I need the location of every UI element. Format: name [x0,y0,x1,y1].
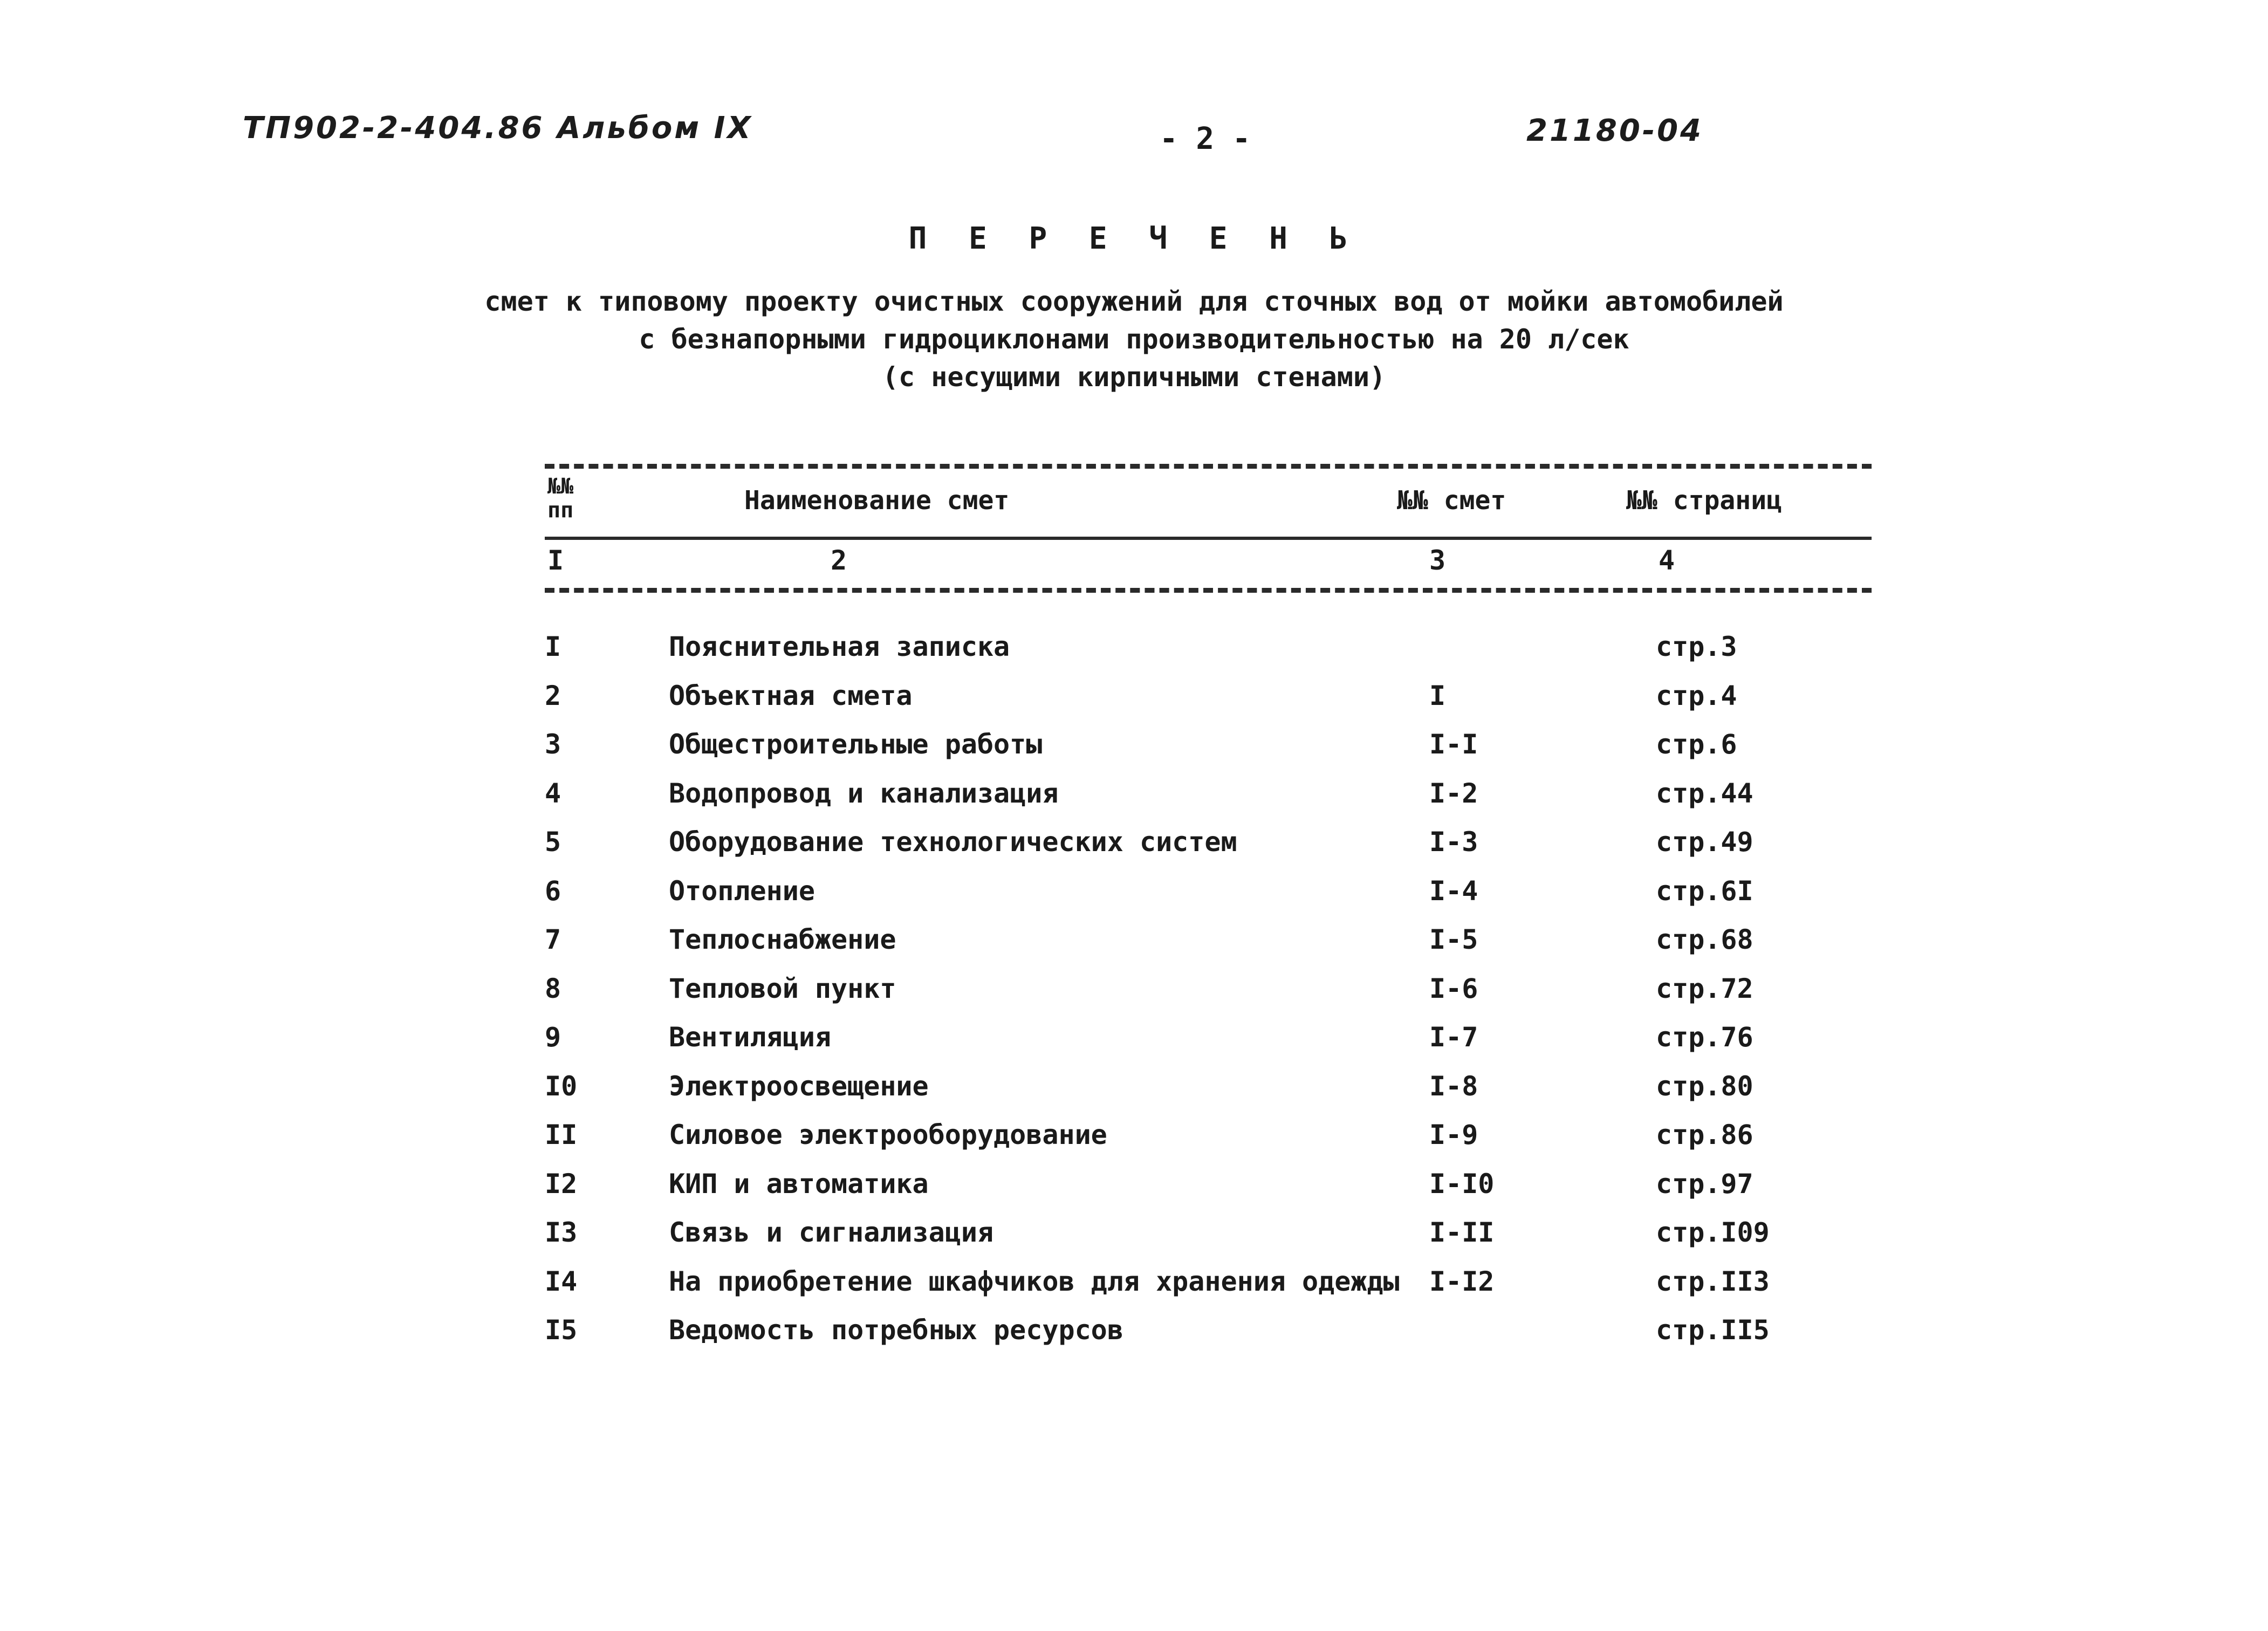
row-smeta-code: I-8 [1429,1070,1478,1102]
row-page: стр.49 [1656,826,1753,858]
table-row [545,1266,1872,1309]
row-page: стр.4 [1656,680,1737,711]
subtitle-line-1: смет к типовому проекту очистных сооружений для сточных вод от мойки автомобилей [484,286,1784,317]
row-number: 5 [545,826,561,858]
table-row [545,1071,1872,1114]
table-row [545,875,1872,919]
row-name: Тепловой пункт [669,972,896,1004]
row-name: Ведомость потребных ресурсов [669,1314,1123,1346]
row-page: стр.72 [1656,972,1753,1004]
row-number: 8 [545,972,561,1004]
row-number: 9 [545,1022,561,1053]
row-name: Силовое электрооборудование [669,1119,1107,1150]
row-page: стр.II3 [1656,1265,1770,1297]
table-row [545,1168,1872,1211]
column-number-2: 2 [831,545,847,576]
header-smeta: №№ смет [1397,485,1506,516]
row-name: Оборудование технологических систем [669,826,1237,858]
row-page: стр.3 [1656,631,1737,662]
table-row [545,1022,1872,1065]
row-page: стр.80 [1656,1070,1753,1102]
table-row [545,680,1872,723]
table-row [545,1119,1872,1162]
row-smeta-code: I-I [1429,729,1478,760]
row-name: Водопровод и канализация [669,777,1059,809]
row-smeta-code: I-6 [1429,972,1478,1004]
table-top-rule [545,464,1872,469]
row-name: Электроосвещение [669,1070,929,1102]
row-smeta-code: I [1429,680,1446,711]
row-name: Теплоснабжение [669,924,896,955]
row-smeta-code: I-I2 [1429,1265,1495,1297]
table-row [545,778,1872,821]
row-page: стр.68 [1656,924,1753,955]
row-smeta-code: I-3 [1429,826,1478,858]
row-name: Объектная смета [669,680,913,711]
header-num: №№ пп [547,474,574,523]
row-smeta-code: I-2 [1429,777,1478,809]
table-row [545,826,1872,869]
page-number: - 2 - [1160,121,1251,156]
row-number: 3 [545,729,561,760]
table-row [545,973,1872,1016]
row-page: стр.97 [1656,1168,1753,1200]
header-pages: №№ страниц [1626,485,1782,516]
row-name: Вентиляция [669,1022,832,1053]
row-name: Общестроительные работы [669,729,1043,760]
row-smeta-code: I-7 [1429,1022,1478,1053]
row-name: Связь и сигнализация [669,1217,994,1248]
column-number-3: 3 [1429,545,1446,576]
row-page: стр.6I [1656,875,1753,907]
row-number: 6 [545,875,561,907]
row-smeta-code: I-9 [1429,1119,1478,1150]
row-smeta-code: I-I0 [1429,1168,1495,1200]
row-number: I2 [545,1168,578,1200]
row-smeta-code: I-II [1429,1217,1495,1248]
row-page: стр.I09 [1656,1217,1770,1248]
table-header-bottom-rule [545,588,1872,593]
row-name: Пояснительная записка [669,631,1010,662]
row-number: 2 [545,680,561,711]
header-name: Наименование смет [744,485,1010,516]
table-row [545,729,1872,772]
row-page: стр.76 [1656,1022,1753,1053]
subtitle-line-3: (с несущими кирпичными стенами) [882,361,1386,393]
column-number-1: I [547,545,564,576]
document-title: П Е Р Е Ч Е Н Ь [908,221,1360,256]
header-divider [545,537,1872,540]
inventory-number-header: 21180-04 [1526,113,1703,148]
row-name: КИП и автоматика [669,1168,929,1200]
row-number: II [545,1119,578,1150]
row-name: На приобретение шкафчиков для хранения одежды [669,1265,1400,1297]
table-row [545,924,1872,967]
row-number: I3 [545,1217,578,1248]
row-number: I0 [545,1070,578,1102]
row-smeta-code: I-5 [1429,924,1478,955]
row-name: Отопление [669,875,815,907]
row-number: 4 [545,777,561,809]
row-smeta-code: I-4 [1429,875,1478,907]
row-page: стр.6 [1656,729,1737,760]
table-row [545,631,1872,674]
column-number-4: 4 [1659,545,1675,576]
row-number: I4 [545,1265,578,1297]
table-row [545,1217,1872,1260]
row-page: стр.86 [1656,1119,1753,1150]
row-page: стр.44 [1656,777,1753,809]
row-page: стр.II5 [1656,1314,1770,1346]
row-number: I [545,631,561,662]
row-number: I5 [545,1314,578,1346]
table-row [545,1314,1872,1358]
subtitle-line-2: с безнапорными гидроциклонами производительностью на 20 л/сек [639,324,1629,355]
document-code-header: ТП902-2-404.86 Альбом IX [243,111,753,146]
row-number: 7 [545,924,561,955]
